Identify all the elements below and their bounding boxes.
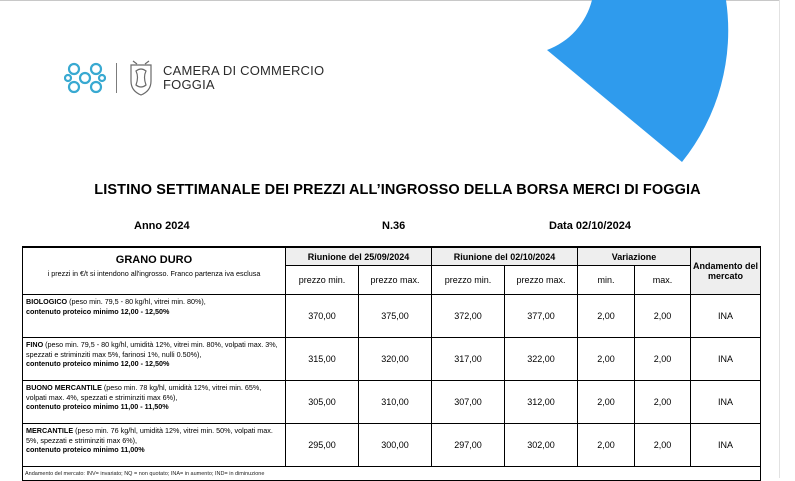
- meeting1-min-price: 305,00: [286, 381, 359, 424]
- trend-header: Andamento del mercato: [691, 247, 761, 295]
- meeting2-min-price: 307,00: [432, 381, 505, 424]
- chamber-name: [163, 64, 324, 92]
- meeting1-max-price: 310,00: [359, 381, 432, 424]
- product-header-cell: [23, 247, 286, 295]
- product-title: GRANO DURO: [115, 254, 193, 266]
- meeting2-min-price: 372,00: [432, 295, 505, 338]
- logo-separator: [116, 63, 117, 93]
- grade-description: [23, 295, 286, 338]
- grade-protein: contenuto proteico minimo 12,00 - 12,50%: [26, 359, 170, 369]
- market-trend: INA: [691, 424, 761, 467]
- variation-max-header: max.: [635, 266, 691, 295]
- price-table: [22, 246, 761, 481]
- table-row: [23, 338, 761, 381]
- meeting2-min-price: 297,00: [432, 424, 505, 467]
- table-row: [23, 424, 761, 467]
- variation-max: 2,00: [635, 424, 691, 467]
- variation-header: Variazione: [578, 247, 691, 266]
- trend-legend: Andamento del mercato: INV= invariato; NQ = non quotato; INA= in aumento; IND= in diminuzione: [25, 471, 265, 477]
- variation-min: 2,00: [578, 424, 635, 467]
- product-note: i prezzi in €/t si intendono all'ingrosso. Franco partenza iva esclusa: [47, 268, 261, 278]
- table-row: [23, 295, 761, 338]
- grade-protein: contenuto proteico minimo 12,00 - 12,50%: [26, 306, 170, 316]
- variation-max: 2,00: [635, 338, 691, 381]
- variation-max: 2,00: [635, 381, 691, 424]
- header-row-groups: [23, 247, 761, 266]
- meeting2-min-header: prezzo min.: [432, 266, 505, 295]
- meeting2-max-header: prezzo max.: [505, 266, 578, 295]
- chamber-logo: [64, 56, 324, 100]
- grade-name: BUONO MERCANTILE: [26, 383, 102, 392]
- issue-number: N.36: [382, 220, 406, 232]
- grade-spec: (peso min. 78 kg/hl, umidità 12%, vitrei min. 65%, volpati max. 4%, spezzati e striminziti max 6%),: [26, 383, 262, 402]
- meeting2-max-price: 322,00: [505, 338, 578, 381]
- chamber-name-line1: CAMERA DI COMMERCIO: [163, 63, 325, 78]
- grade-name: BIOLOGICO: [26, 297, 68, 306]
- variation-min: 2,00: [578, 381, 635, 424]
- market-trend: INA: [691, 381, 761, 424]
- grade-spec: (peso min. 79,5 - 80 kg/hl, umidità 12%, vitrei min. 80%, volpati max. 3%, spezzati e striminziti max 5%, farinosi 1%, nulli 0.50%),: [26, 340, 278, 359]
- grade-description: [23, 381, 286, 424]
- meeting2-max-price: 312,00: [505, 381, 578, 424]
- grade-spec: (peso min. 79,5 - 80 kg/hl, vitrei min. 80%),: [67, 297, 206, 306]
- meeting1-max-price: 300,00: [359, 424, 432, 467]
- year-label: Anno 2024: [134, 220, 190, 232]
- meeting1-min-price: 370,00: [286, 295, 359, 338]
- variation-min-header: min.: [578, 266, 635, 295]
- meeting1-max-header: prezzo max.: [359, 266, 432, 295]
- document-title: LISTINO SETTIMANALE DEI PREZZI ALL’INGROSSO DELLA BORSA MERCI DI FOGGIA: [94, 182, 701, 198]
- coat-of-arms-icon: [127, 59, 155, 97]
- meeting1-header: Riunione del 25/09/2024: [286, 247, 432, 266]
- issue-date: Data 02/10/2024: [549, 220, 631, 232]
- meeting2-header: Riunione del 02/10/2024: [432, 247, 578, 266]
- grade-protein: contenuto proteico minimo 11,00%: [26, 445, 145, 455]
- meeting1-min-header: prezzo min.: [286, 266, 359, 295]
- meeting2-min-price: 317,00: [432, 338, 505, 381]
- meeting1-max-price: 320,00: [359, 338, 432, 381]
- market-trend: INA: [691, 295, 761, 338]
- table-row: [23, 381, 761, 424]
- meeting1-min-price: 295,00: [286, 424, 359, 467]
- chamber-name-line2: FOGGIA: [163, 77, 215, 92]
- meeting1-max-price: 375,00: [359, 295, 432, 338]
- grade-protein: contenuto proteico minimo 11,00 - 11,50%: [26, 402, 169, 412]
- meeting1-min-price: 315,00: [286, 338, 359, 381]
- grade-description: [23, 424, 286, 467]
- logo-ornament-icon: [64, 59, 106, 97]
- grade-name: MERCANTILE: [26, 426, 74, 435]
- variation-max: 2,00: [635, 295, 691, 338]
- meeting2-max-price: 302,00: [505, 424, 578, 467]
- grade-spec: (peso min. 76 kg/hl, umidità 12%, vitrei min. 50%, volpati max. 5%, spezzati e striminziti max 6%),: [26, 426, 273, 445]
- variation-min: 2,00: [578, 295, 635, 338]
- grade-description: [23, 338, 286, 381]
- meeting2-max-price: 377,00: [505, 295, 578, 338]
- grade-name: FINO: [26, 340, 44, 349]
- market-trend: INA: [691, 338, 761, 381]
- variation-min: 2,00: [578, 338, 635, 381]
